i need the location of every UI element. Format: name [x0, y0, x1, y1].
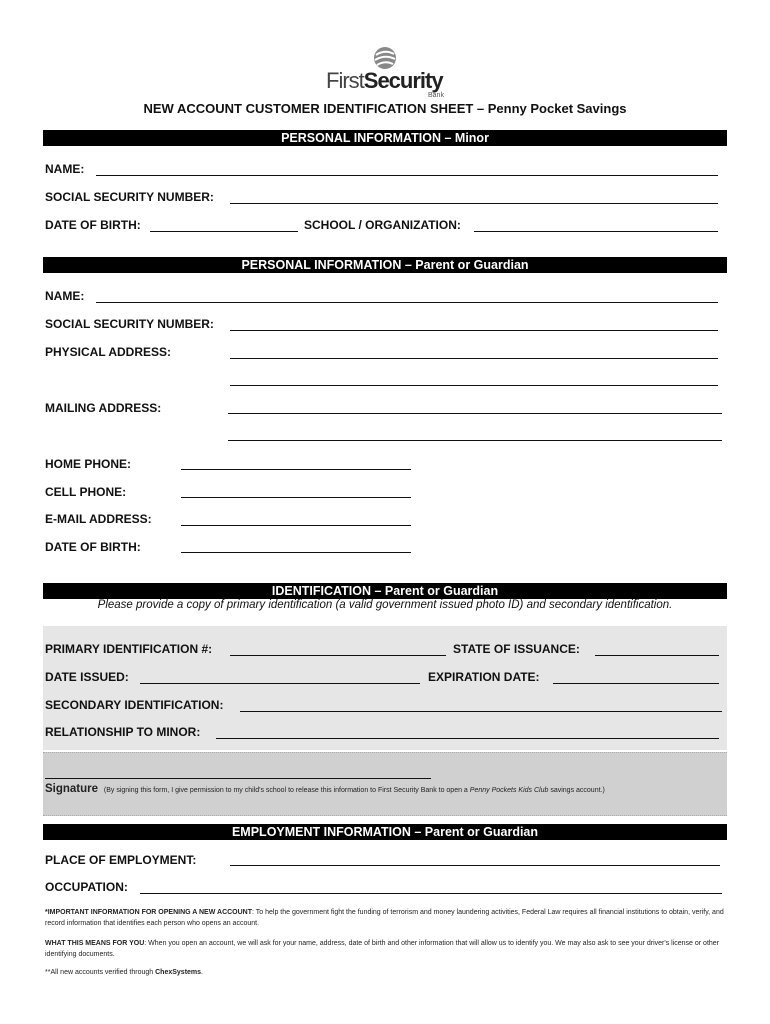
signature-field[interactable] [45, 778, 431, 779]
employment-place-field[interactable] [230, 865, 720, 866]
important-info-note [45, 907, 725, 929]
employment-place-label: PLACE OF EMPLOYMENT: [45, 853, 197, 867]
minor-school-field[interactable] [474, 231, 718, 232]
email-label: E-MAIL ADDRESS: [45, 512, 152, 526]
parent-name-label: NAME: [45, 289, 85, 303]
physical-address-label: PHYSICAL ADDRESS: [45, 345, 172, 359]
minor-name-field[interactable] [96, 175, 718, 176]
relationship-field[interactable] [216, 738, 719, 739]
cell-phone-label: CELL PHONE: [45, 485, 127, 499]
logo-bank-text: Bank [428, 92, 444, 99]
minor-ssn-label: SOCIAL SECURITY NUMBER: [45, 190, 214, 204]
what-this-means-label: WHAT THIS MEANS FOR YOU [45, 940, 145, 947]
parent-ssn-field[interactable] [230, 330, 718, 331]
logo-wordmark: FirstSecurity [326, 68, 443, 93]
section-header-parent: PERSONAL INFORMATION – Parent or Guardian [43, 257, 727, 273]
section-header-identification: IDENTIFICATION – Parent or Guardian [43, 583, 727, 599]
mailing-address-field-1[interactable] [228, 413, 722, 414]
date-issued-field[interactable] [140, 683, 420, 684]
bank-logo [322, 46, 448, 102]
expiration-date-field[interactable] [553, 683, 719, 684]
important-info-label: *IMPORTANT INFORMATION FOR OPENING A NEW ACCOUNT [45, 909, 253, 916]
occupation-field[interactable] [140, 893, 722, 894]
minor-dob-field[interactable] [150, 231, 298, 232]
cell-phone-field[interactable] [181, 497, 411, 498]
document-title: NEW ACCOUNT CUSTOMER IDENTIFICATION SHEET – Penny Pocket Savings [143, 101, 627, 116]
signature-text-a: (By signing this form, I give permission to my child's school to release this information to First Security Bank to open a [103, 787, 470, 794]
chex-brand: ChexSystems [155, 969, 202, 976]
primary-id-field[interactable] [230, 655, 446, 656]
state-issuance-field[interactable] [595, 655, 719, 656]
mailing-address-label: MAILING ADDRESS: [45, 401, 162, 415]
minor-ssn-field[interactable] [230, 203, 718, 204]
chexsystems-note [45, 967, 725, 978]
chex-text-c: . [201, 969, 203, 976]
physical-address-field-1[interactable] [230, 358, 718, 359]
parent-dob-label: DATE OF BIRTH: [45, 540, 141, 554]
date-issued-label: DATE ISSUED: [45, 670, 129, 684]
state-issuance-label: STATE OF ISSUANCE: [453, 642, 580, 656]
parent-name-field[interactable] [96, 302, 718, 303]
expiration-date-label: EXPIRATION DATE: [428, 670, 540, 684]
signature-label: Signature [45, 783, 99, 795]
section-header-employment: EMPLOYMENT INFORMATION – Parent or Guardian [43, 824, 727, 840]
signature-text-emphasis: Penny Pockets Kids Club [469, 787, 549, 794]
home-phone-label: HOME PHONE: [45, 457, 132, 471]
email-field[interactable] [181, 525, 411, 526]
what-this-means-text: : When you open an account, we will ask for your name, address, date of birth and other information that will allow us to identify you. We may also ask to see your driver's license or other identifying documents. [45, 940, 720, 958]
physical-address-field-2[interactable] [230, 385, 718, 386]
parent-dob-field[interactable] [181, 552, 411, 553]
secondary-id-field[interactable] [240, 711, 722, 712]
what-this-means-note [45, 938, 725, 960]
parent-ssn-label: SOCIAL SECURITY NUMBER: [45, 317, 214, 331]
primary-id-label: PRIMARY IDENTIFICATION #: [45, 642, 213, 656]
signature-text-b: savings account.) [548, 787, 605, 794]
home-phone-field[interactable] [181, 469, 411, 470]
chex-text-a: **All new accounts verified through [45, 969, 156, 976]
minor-name-label: NAME: [45, 162, 85, 176]
relationship-label: RELATIONSHIP TO MINOR: [45, 725, 201, 739]
section-header-minor: PERSONAL INFORMATION – Minor [43, 130, 727, 146]
minor-dob-label: DATE OF BIRTH: [45, 218, 141, 232]
secondary-id-label: SECONDARY IDENTIFICATION: [45, 698, 224, 712]
important-info-text: : To help the government fight the funding of terrorism and money laundering activities, Federal Law requires all financial institutions to obtain, verify, and record information that identifies each person who opens an account. [45, 909, 724, 927]
identification-instruction: Please provide a copy of primary identification (a valid government issued photo ID) and secondary identification. [97, 599, 673, 611]
signature-consent [45, 784, 725, 796]
globe-icon [372, 46, 398, 70]
occupation-label: OCCUPATION: [45, 880, 128, 894]
mailing-address-field-2[interactable] [228, 440, 722, 441]
minor-school-label: SCHOOL / ORGANIZATION: [304, 218, 461, 232]
